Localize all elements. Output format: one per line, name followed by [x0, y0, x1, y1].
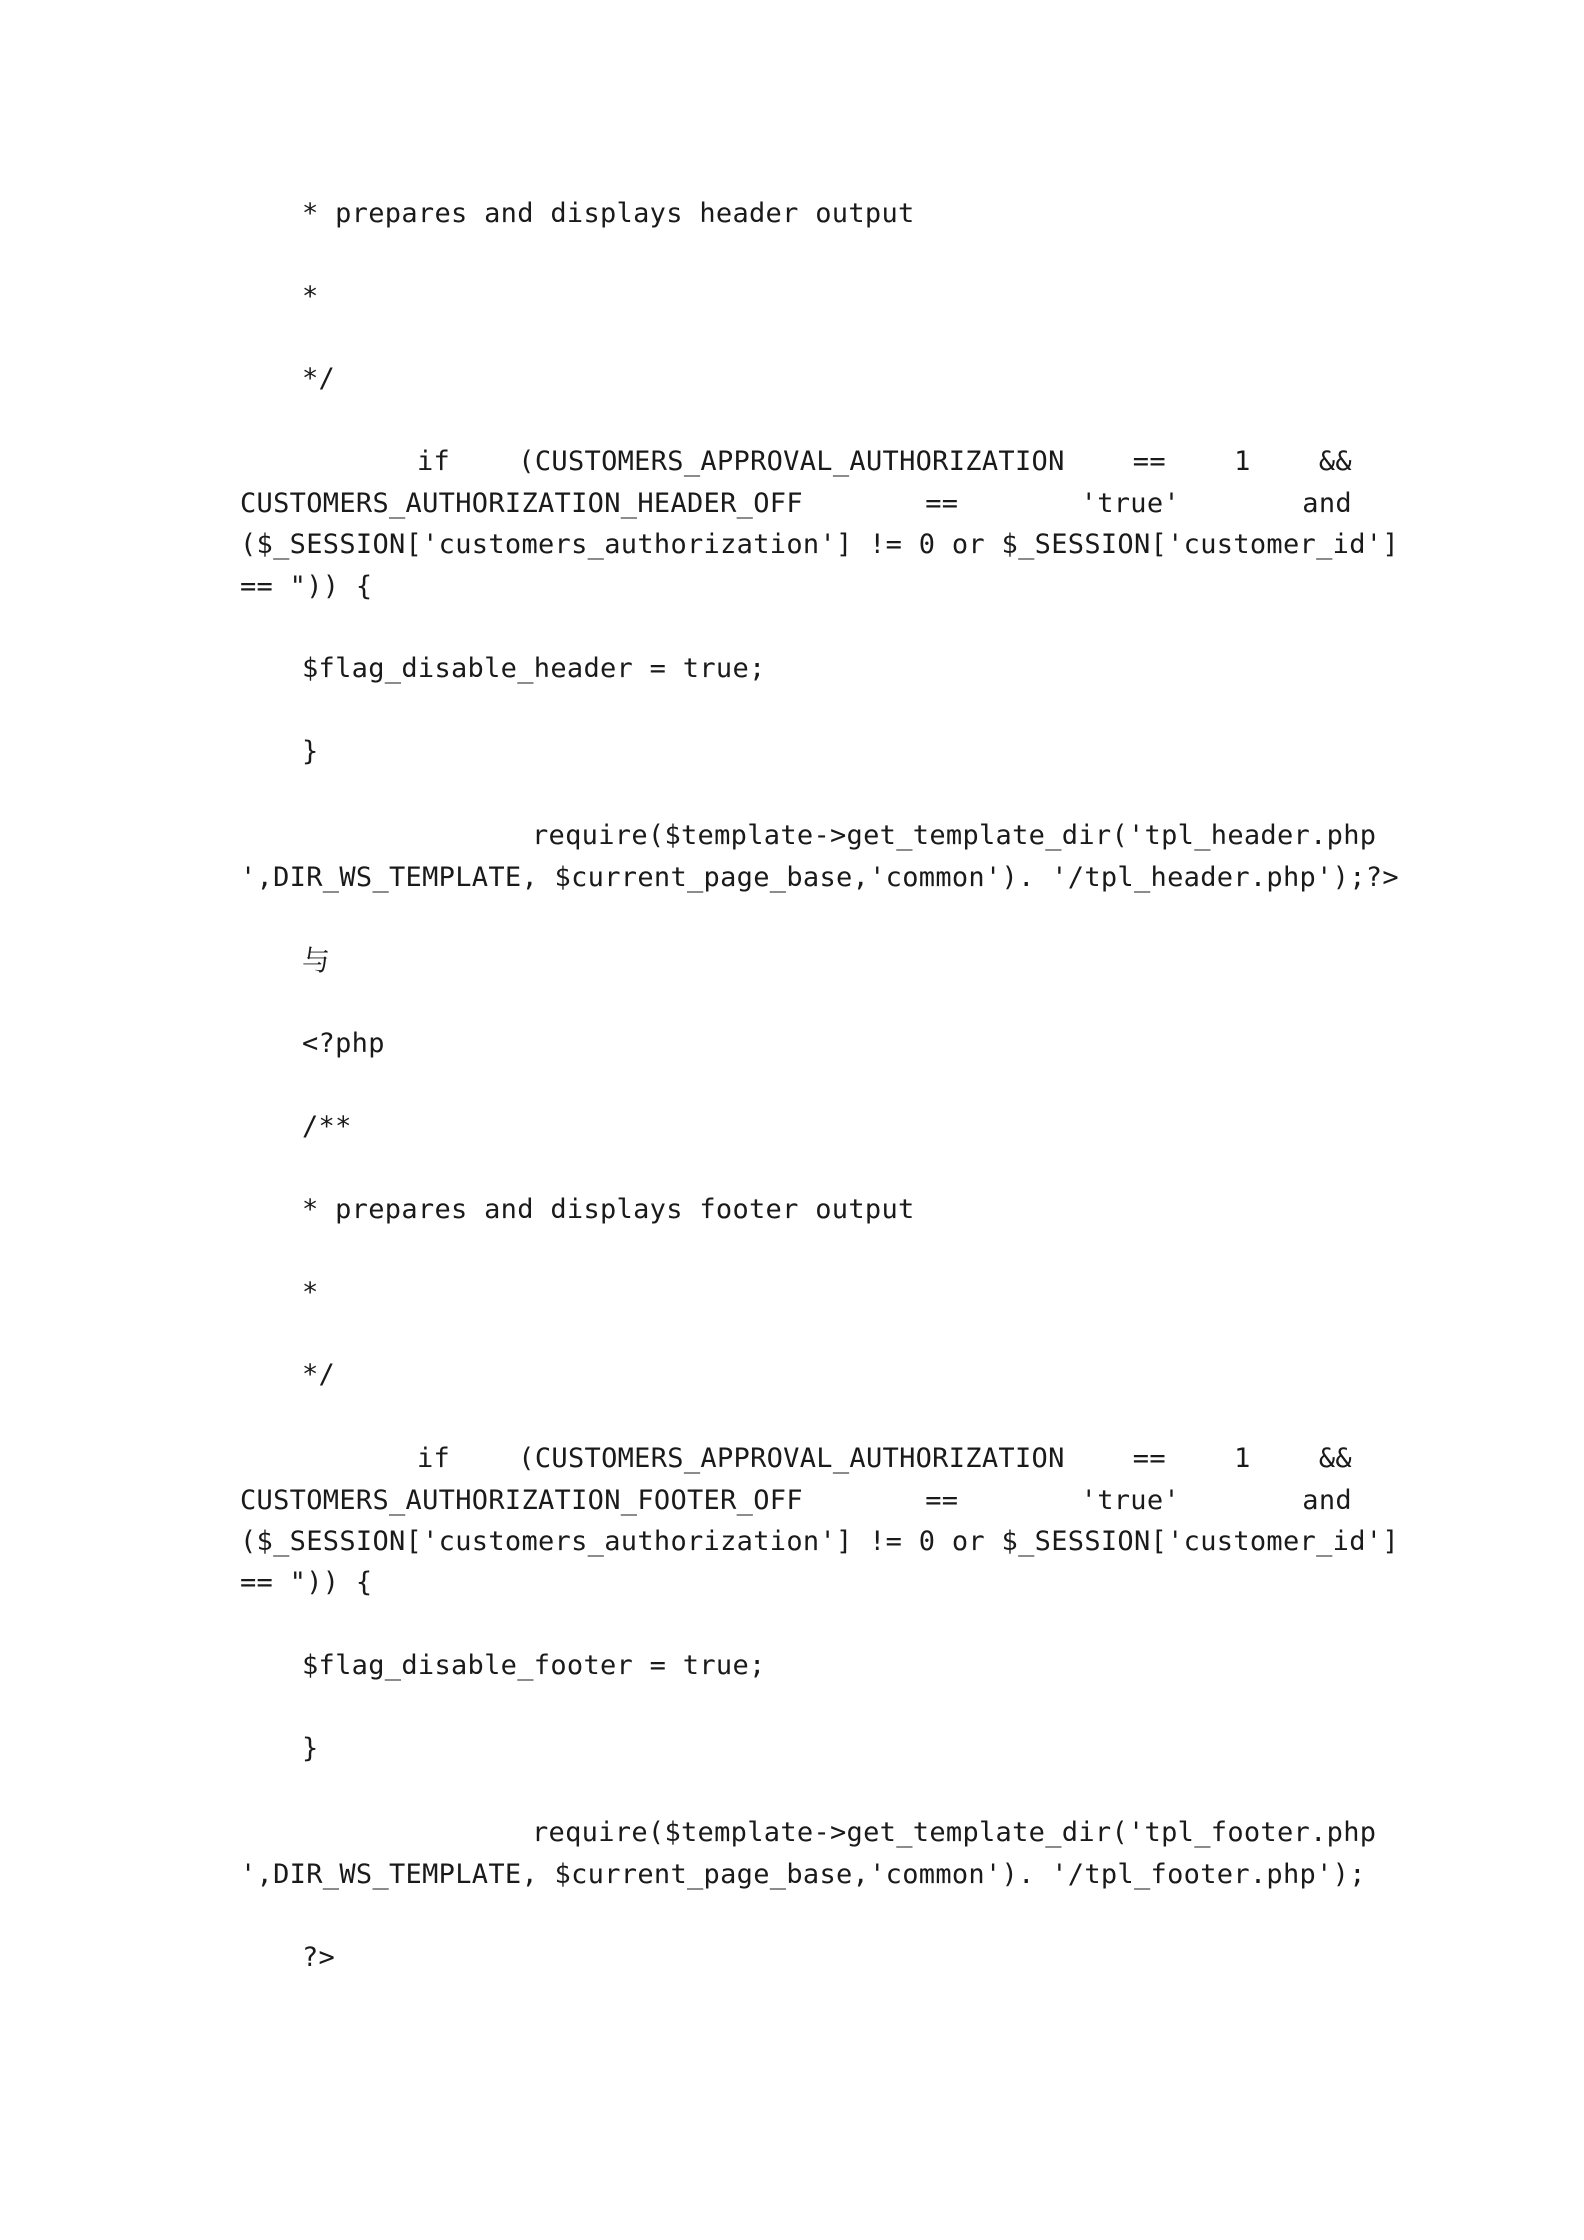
- if-and-operator: &&: [1318, 446, 1352, 477]
- doc-comment-open: /**: [302, 1111, 352, 1142]
- condition-and: and: [1302, 488, 1352, 519]
- condition-value: 'true': [1080, 1485, 1180, 1516]
- if-and-operator: &&: [1318, 1443, 1352, 1474]
- header-condition-line-3: ($_SESSION['customers_authorization'] != 0 or $_SESSION['customer_id']: [240, 529, 1399, 560]
- footer-condition-line-2: [240, 1480, 1352, 1522]
- php-open-tag: <?php: [302, 1028, 385, 1059]
- condition-operator: ==: [925, 488, 959, 519]
- footer-comment-line: * prepares and displays footer output: [302, 1194, 915, 1225]
- header-require-line-2: ',DIR_WS_TEMPLATE, $current_page_base,'common'). '/tpl_header.php');?>: [240, 862, 1399, 893]
- header-close-brace: }: [302, 736, 319, 767]
- footer-condition-line-3: ($_SESSION['customers_authorization'] != 0 or $_SESSION['customer_id']: [240, 1526, 1399, 1557]
- if-keyword: if: [417, 446, 451, 477]
- separator-text: 与: [302, 944, 331, 977]
- condition-value: 'true': [1080, 488, 1180, 519]
- condition-constant: CUSTOMERS_AUTHORIZATION_HEADER_OFF: [240, 488, 803, 519]
- header-assign-line: $flag_disable_header = true;: [302, 653, 766, 684]
- header-comment-line: * prepares and displays header output: [302, 198, 915, 229]
- footer-condition-line-4: == ")) {: [240, 1567, 373, 1598]
- condition-constant: CUSTOMERS_AUTHORIZATION_FOOTER_OFF: [240, 1485, 803, 1516]
- footer-if-line: [240, 1438, 1352, 1480]
- if-value: 1: [1234, 446, 1251, 477]
- header-comment-star: *: [302, 281, 319, 312]
- header-if-line: [240, 441, 1352, 483]
- footer-require-line-2: ',DIR_WS_TEMPLATE, $current_page_base,'common'). '/tpl_footer.php');: [240, 1859, 1366, 1890]
- footer-close-brace: }: [302, 1733, 319, 1764]
- footer-assign-line: $flag_disable_footer = true;: [302, 1650, 766, 1681]
- header-condition-line-4: == ")) {: [240, 571, 373, 602]
- if-operator: ==: [1132, 1443, 1166, 1474]
- header-comment-close: */: [302, 363, 336, 394]
- php-close-tag: ?>: [302, 1942, 336, 1973]
- header-condition-line-2: [240, 483, 1352, 525]
- footer-comment-close: */: [302, 1359, 336, 1390]
- if-keyword: if: [417, 1443, 451, 1474]
- header-require-line-1: require($template->get_template_dir('tpl_header.php: [532, 820, 1377, 851]
- condition-operator: ==: [925, 1485, 959, 1516]
- if-operator: ==: [1132, 446, 1166, 477]
- condition-and: and: [1302, 1485, 1352, 1516]
- if-constant: (CUSTOMERS_APPROVAL_AUTHORIZATION: [518, 446, 1065, 477]
- if-constant: (CUSTOMERS_APPROVAL_AUTHORIZATION: [518, 1443, 1065, 1474]
- if-value: 1: [1234, 1443, 1251, 1474]
- footer-require-line-1: require($template->get_template_dir('tpl_footer.php: [532, 1817, 1377, 1848]
- footer-comment-star: *: [302, 1277, 319, 1308]
